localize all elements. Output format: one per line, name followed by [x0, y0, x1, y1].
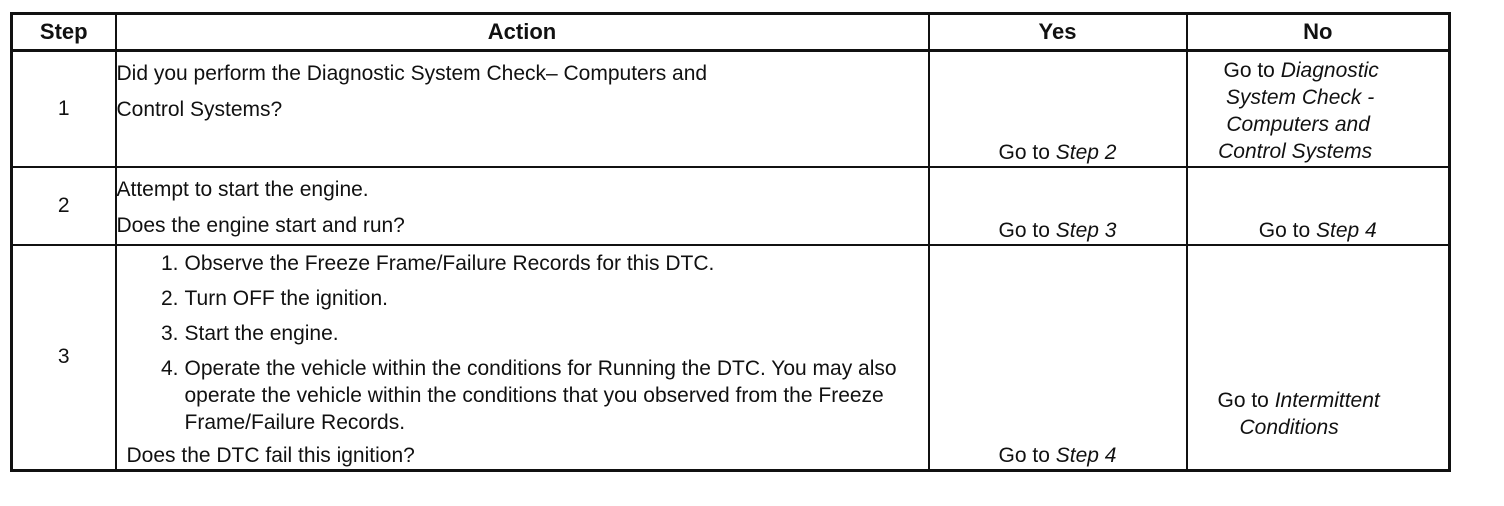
yes-cell: [929, 51, 1187, 167]
no-cell: [1187, 51, 1450, 167]
table-row: [12, 245, 1450, 471]
list-item: [127, 320, 928, 347]
list-item: [127, 285, 928, 312]
header-no: No: [1187, 14, 1450, 51]
list-item: [127, 250, 928, 277]
action-steps-list: [127, 250, 928, 436]
list-item-number: 2.: [160, 286, 179, 310]
yes-step-link[interactable]: Step 3: [1055, 218, 1117, 242]
no-step-link[interactable]: Step 4: [1315, 218, 1377, 242]
no-ref-link[interactable]: Conditions: [1239, 416, 1339, 439]
action-cell: [116, 51, 929, 167]
no-ref-link[interactable]: Diagnostic: [1280, 59, 1379, 82]
action-line: Attempt to start the engine.: [116, 177, 369, 201]
header-action: Action: [116, 14, 929, 51]
no-ref-link[interactable]: System Check -: [1226, 86, 1375, 109]
no-prefix: Go to: [1223, 59, 1281, 82]
list-item: [127, 355, 928, 436]
yes-prefix: Go to: [998, 140, 1056, 164]
header-yes: Yes: [929, 14, 1187, 51]
step-number: 3: [12, 245, 116, 471]
no-reference: [1218, 387, 1380, 441]
action-line: Does the engine start and run?: [116, 213, 405, 237]
no-cell: [1187, 167, 1450, 245]
no-reference: [1218, 57, 1379, 165]
list-item-text: Start the engine.: [184, 321, 339, 345]
no-cell: [1187, 245, 1450, 471]
list-item-text: Operate the vehicle within the conditions for Running the DTC. You may also operate the vehicle within the conditions that you observed from the Freeze Frame/Failure Records.: [184, 356, 897, 434]
table-row: [12, 51, 1450, 167]
header-step: Step: [12, 14, 116, 51]
list-item-text: Observe the Freeze Frame/Failure Records for this DTC.: [184, 251, 715, 275]
no-ref-link[interactable]: Intermittent: [1274, 389, 1380, 412]
yes-step-link[interactable]: Step 2: [1055, 140, 1117, 164]
header-row: [12, 14, 1450, 51]
diagnostic-table: [10, 12, 1451, 472]
list-item-text: Turn OFF the ignition.: [184, 286, 388, 310]
step-number: 1: [12, 51, 116, 167]
action-cell: [116, 245, 929, 471]
list-item-number: 4.: [160, 356, 179, 380]
action-cell: [116, 167, 929, 245]
no-ref-link[interactable]: Control Systems: [1218, 140, 1373, 163]
yes-prefix: Go to: [998, 444, 1056, 467]
no-ref-link[interactable]: Computers and: [1226, 113, 1370, 136]
list-item-number: 1.: [160, 251, 179, 275]
step-number: 2: [12, 167, 116, 245]
yes-step-link[interactable]: Step 4: [1055, 444, 1117, 467]
no-prefix: Go to: [1217, 389, 1275, 412]
action-question: Does the DTC fail this ignition?: [126, 443, 415, 467]
yes-cell: [929, 245, 1187, 471]
action-line: Control Systems?: [116, 98, 283, 121]
yes-cell: [929, 167, 1187, 245]
table-row: [12, 167, 1450, 245]
no-prefix: Go to: [1258, 218, 1316, 242]
yes-prefix: Go to: [998, 218, 1056, 242]
action-line: Did you perform the Diagnostic System Check– Computers and: [116, 62, 708, 85]
list-item-number: 3.: [160, 321, 179, 345]
